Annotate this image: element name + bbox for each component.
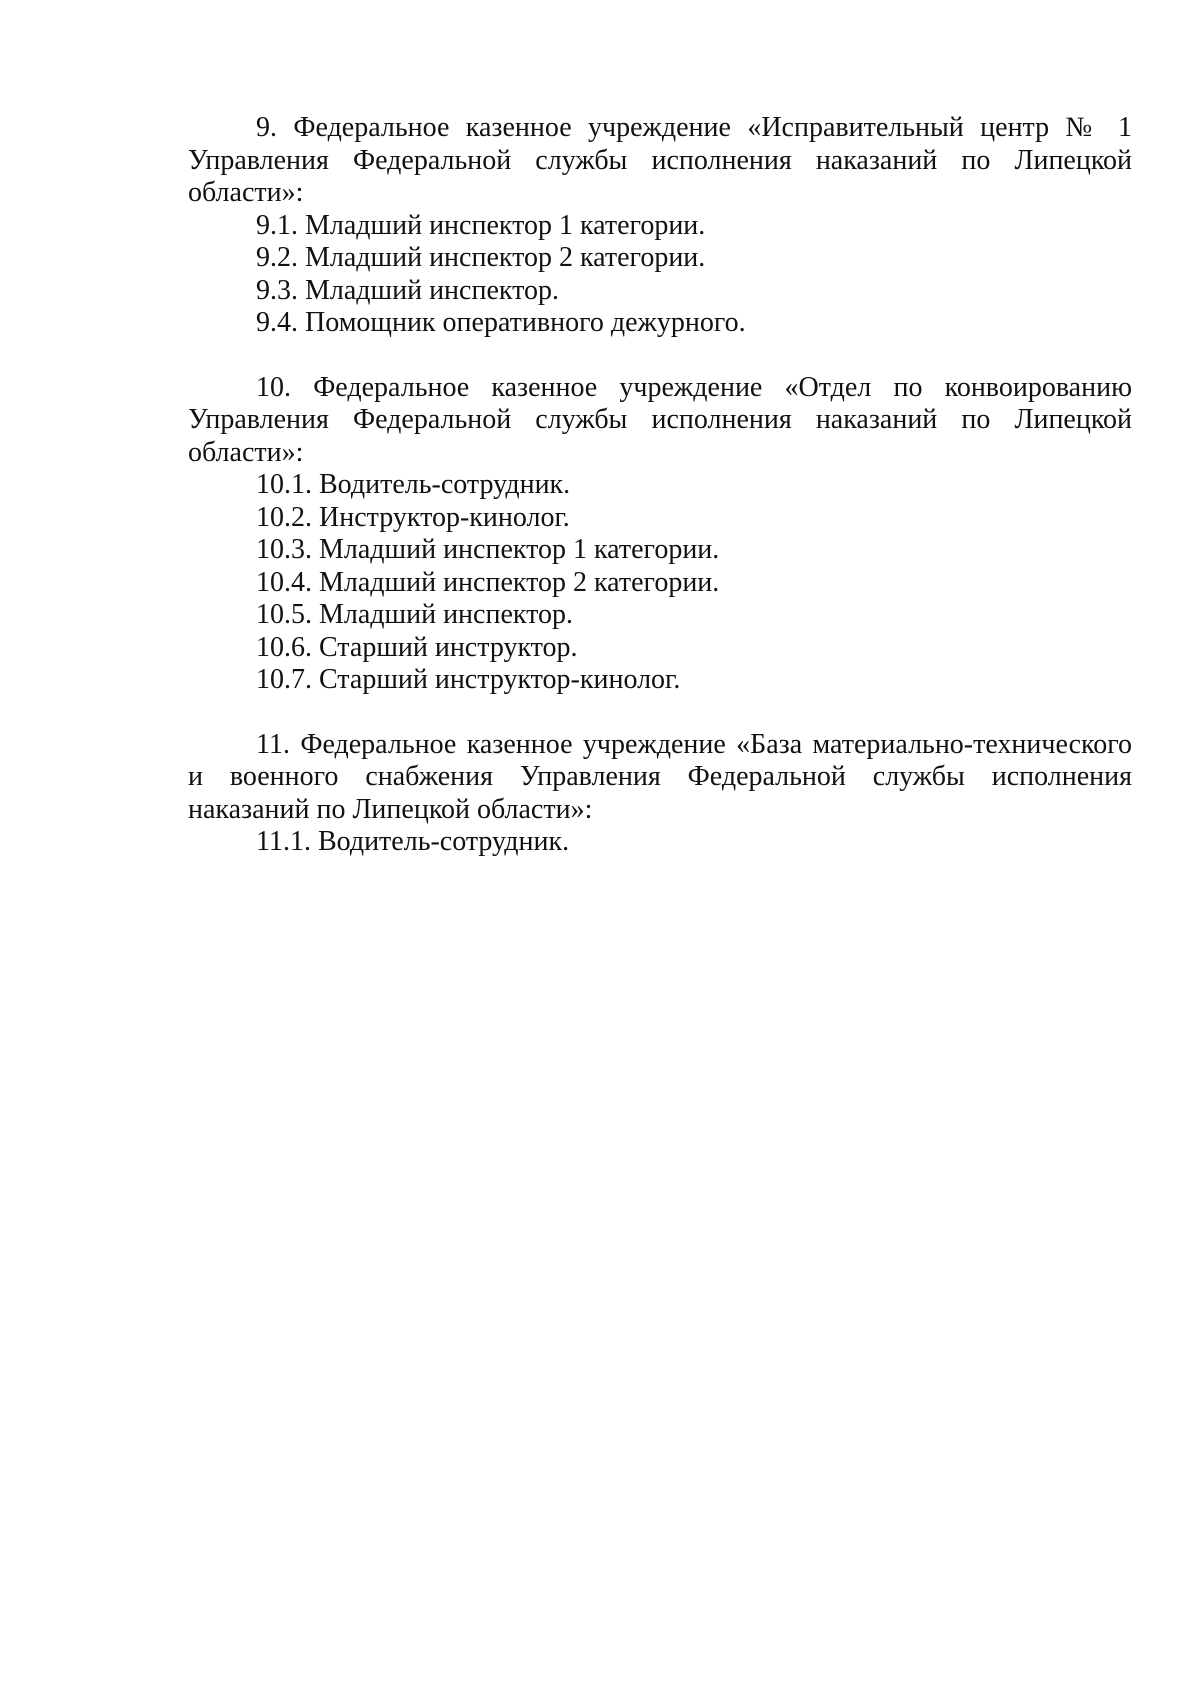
list-item: 10.7. Старший инструктор-кинолог. [256,664,681,695]
list-item: 10.4. Младший инспектор 2 категории. [256,566,720,598]
list-item: 9.3. Младший инспектор. [256,274,559,306]
section-9 [188,112,1132,340]
section-11 [188,729,1132,859]
list-item: 11.1. Водитель-сотрудник. [256,826,570,857]
list-item: 10.6. Старший инструктор. [256,631,578,663]
list-item: 10.1. Водитель-сотрудник. [256,469,571,500]
list-item: 10.2. Инструктор-кинолог. [256,501,570,533]
list-item: 10.3. Младший инспектор 1 категории. [256,534,720,565]
section-heading: 11. Федеральное казенное учреждение «База материально-технического и военного снабжения Управления Федеральной службы исполнения наказаний по Липецкой области»: [188,728,1132,825]
document-body [188,112,1132,891]
position-list [188,469,1132,697]
list-item: 9.4. Помощник оперативного дежурного. [256,307,746,338]
section-10 [188,372,1132,697]
list-item: 10.5. Младший инспектор. [256,599,573,630]
position-list [188,210,1132,340]
position-list [188,826,1132,859]
list-item: 9.1. Младший инспектор 1 категории. [256,209,706,241]
section-heading: 10. Федеральное казенное учреждение «Отдел по конвоированию Управления Федеральной службы исполнения наказаний по Липецкой области»: [188,371,1132,468]
section-heading: 9. Федеральное казенное учреждение «Исправительный центр № 1 Управления Федеральной службы исполнения наказаний по Липецкой области»: [188,112,1132,208]
list-item: 9.2. Младший инспектор 2 категории. [256,242,706,273]
